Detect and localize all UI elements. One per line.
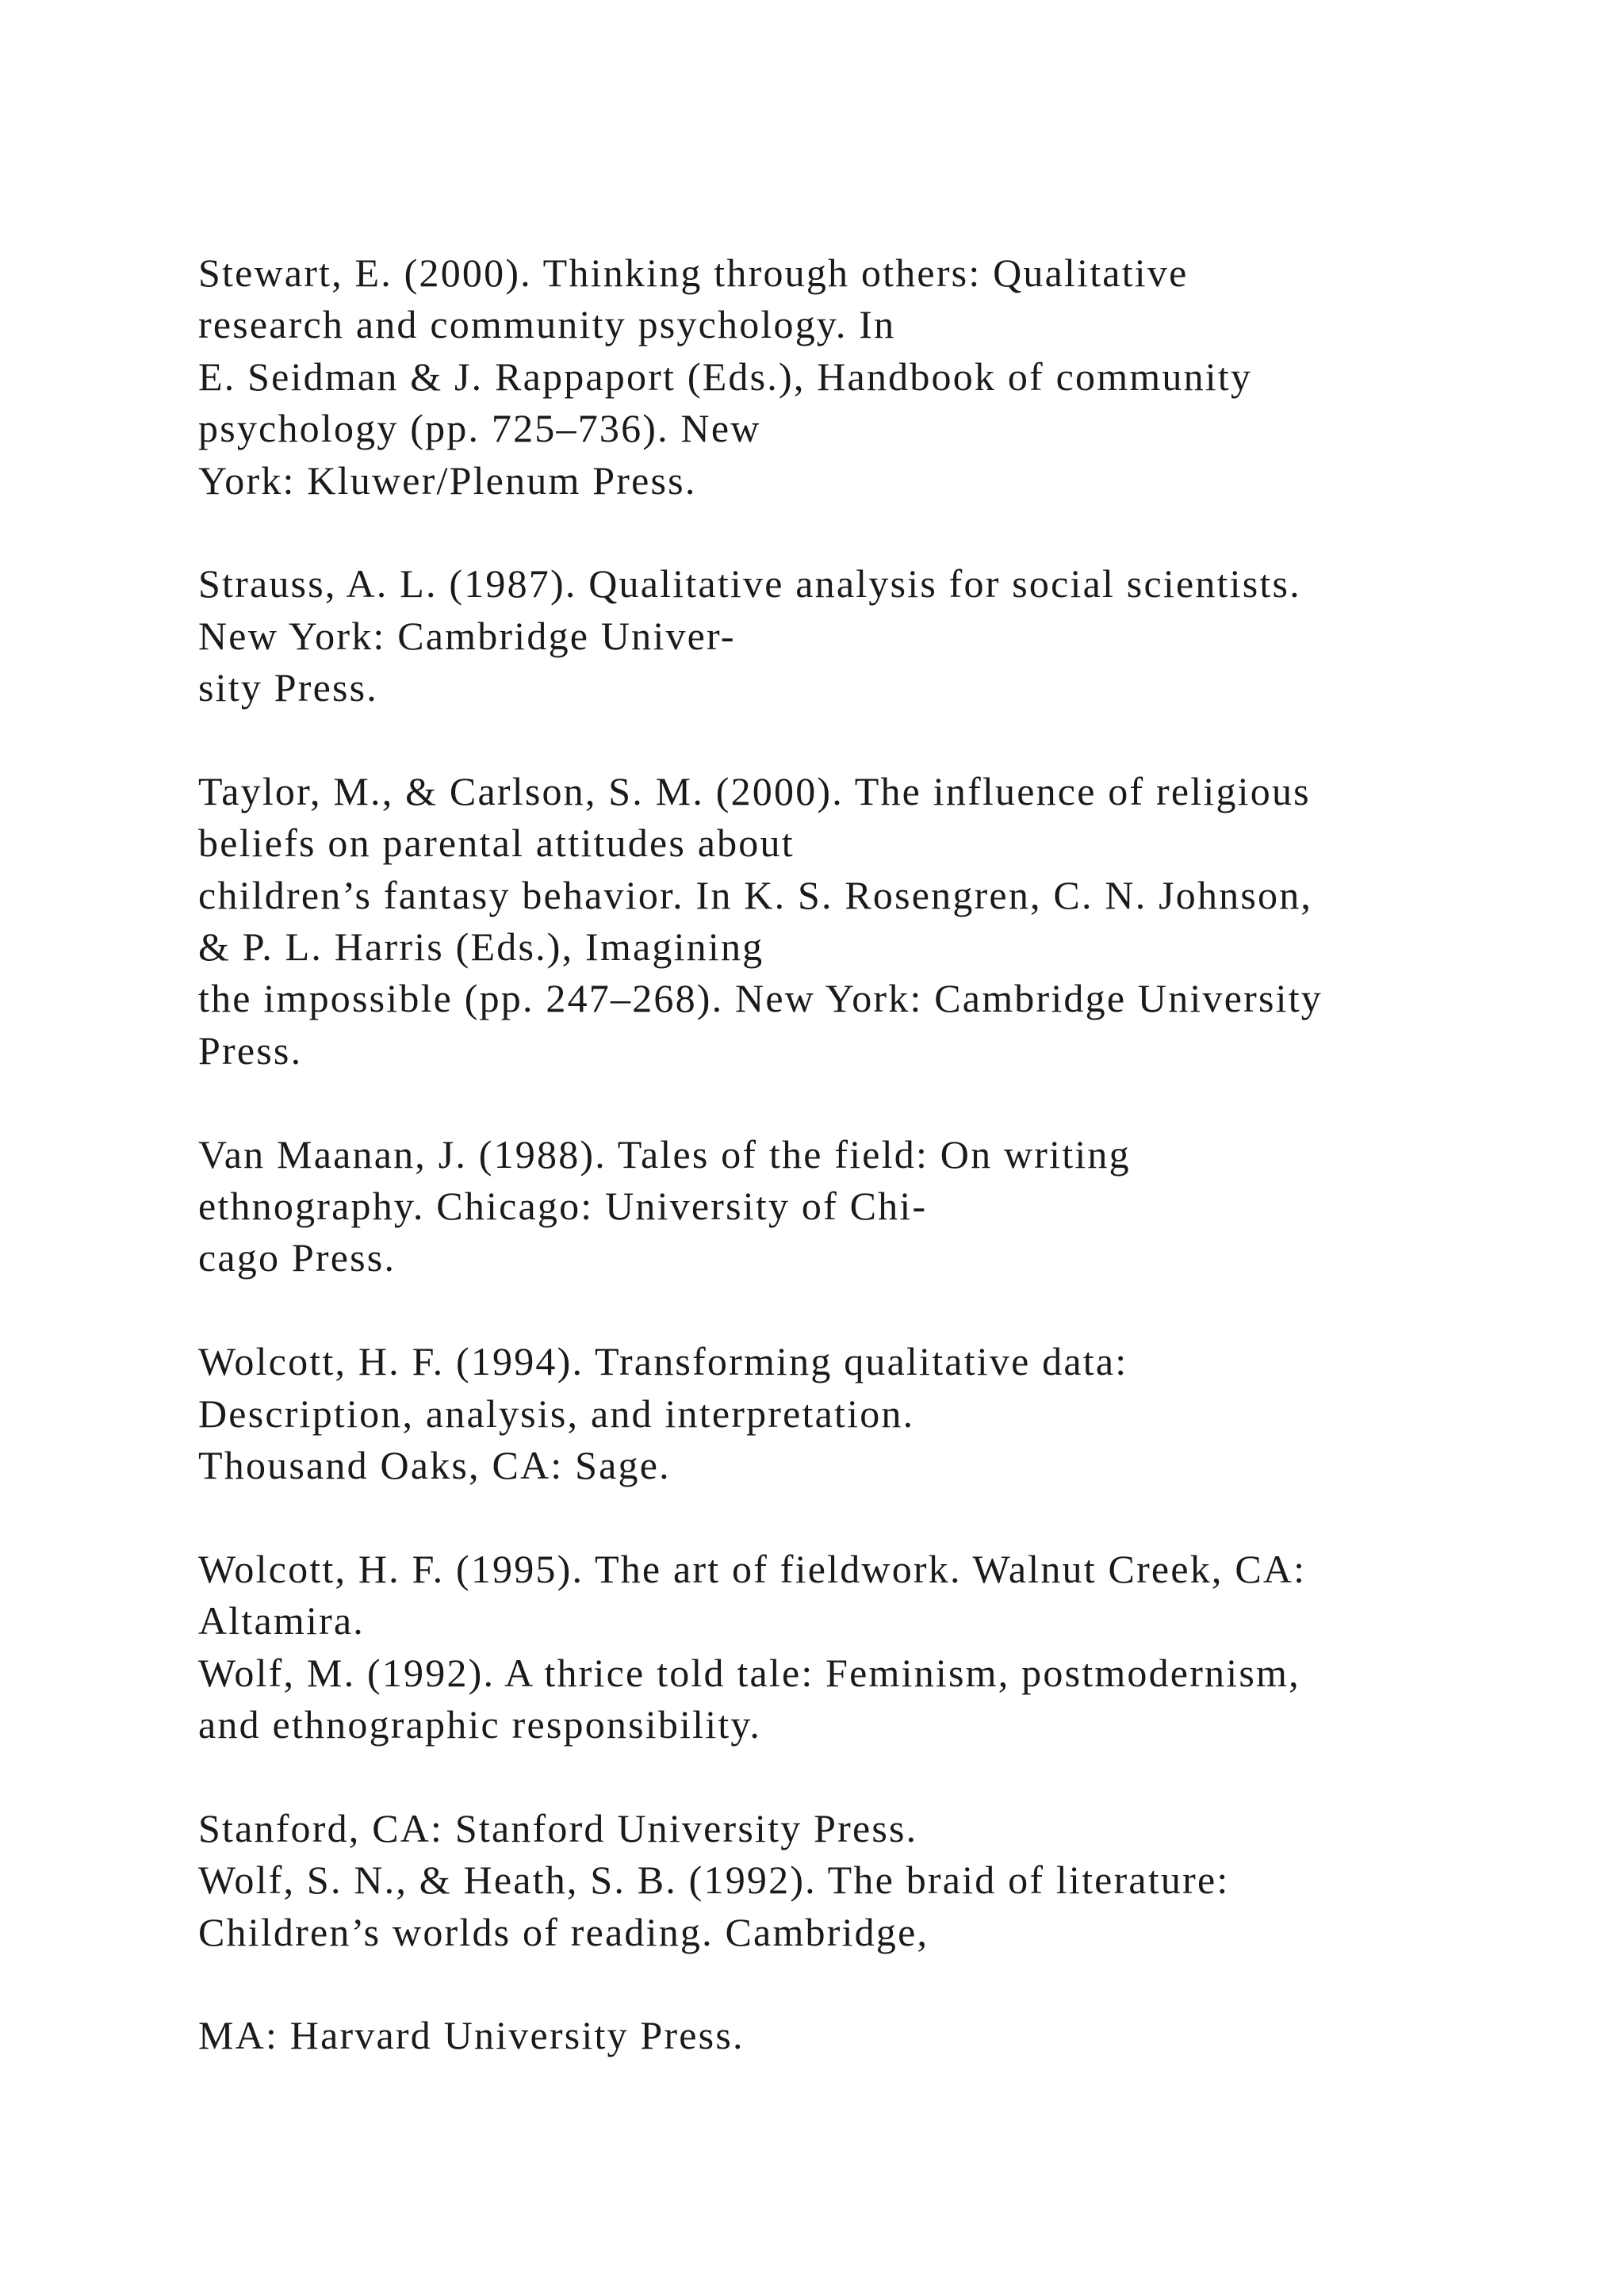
reference-line: sity Press.	[198, 665, 379, 710]
blank-line	[198, 1491, 1546, 1543]
reference-line: ethnography. Chicago: University of Chi-	[198, 1184, 928, 1229]
reference-line: Van Maanan, J. (1988). Tales of the field: On writing	[198, 1131, 1131, 1177]
reference-line: Children’s worlds of reading. Cambridge,	[198, 1909, 929, 1954]
reference-line: psychology (pp. 725–736). New	[198, 406, 761, 451]
reference-line: Press.	[198, 1027, 303, 1073]
reference-line: research and community psychology. In	[198, 302, 896, 347]
reference-line: Stewart, E. (2000). Thinking through others: Qualitative	[198, 251, 1189, 295]
reference-line: Wolf, S. N., & Heath, S. B. (1992). The braid of literature:	[198, 1858, 1230, 1903]
reference-line: Thousand Oaks, CA: Sage.	[198, 1442, 671, 1487]
reference-line: Taylor, M., & Carlson, S. M. (2000). The influence of religious	[198, 768, 1311, 813]
blank-line	[198, 507, 1546, 558]
reference-line: Strauss, A. L. (1987). Qualitative analysis for social scientists.	[198, 561, 1301, 607]
reference-line: & P. L. Harris (Eds.), Imagining	[198, 924, 764, 970]
reference-line: New York: Cambridge Univer-	[198, 613, 736, 658]
reference-line: York: Kluwer/Plenum Press.	[198, 457, 697, 503]
reference-line: Wolcott, H. F. (1995). The art of fieldwork. Walnut Creek, CA:	[198, 1546, 1307, 1591]
reference-line: Wolcott, H. F. (1994). Transforming qualitative data:	[198, 1339, 1128, 1384]
blank-line	[198, 1077, 1546, 1128]
reference-line: MA: Harvard University Press.	[198, 2013, 745, 2058]
reference-line: cago Press.	[198, 1235, 396, 1280]
reference-line: Wolf, M. (1992). A thrice told tale: Feminism, postmodernism,	[198, 1650, 1300, 1695]
reference-list	[198, 247, 1546, 2062]
blank-line	[198, 1284, 1546, 1336]
reference-line: Altamira.	[198, 1598, 366, 1644]
reference-line: Stanford, CA: Stanford University Press.	[198, 1805, 918, 1850]
reference-line: beliefs on parental attitudes about	[198, 821, 795, 866]
reference-line: E. Seidman & J. Rappaport (Eds.), Handbook of community	[198, 354, 1253, 399]
blank-line	[198, 1958, 1546, 2010]
blank-line	[198, 714, 1546, 766]
reference-line: Description, analysis, and interpretation.	[198, 1391, 915, 1436]
blank-line	[198, 1751, 1546, 1802]
reference-line: and ethnographic responsibility.	[198, 1701, 762, 1747]
reference-line: the impossible (pp. 247–268). New York: Cambridge University	[198, 976, 1323, 1021]
reference-line: children’s fantasy behavior. In K. S. Rosengren, C. N. Johnson,	[198, 872, 1313, 917]
